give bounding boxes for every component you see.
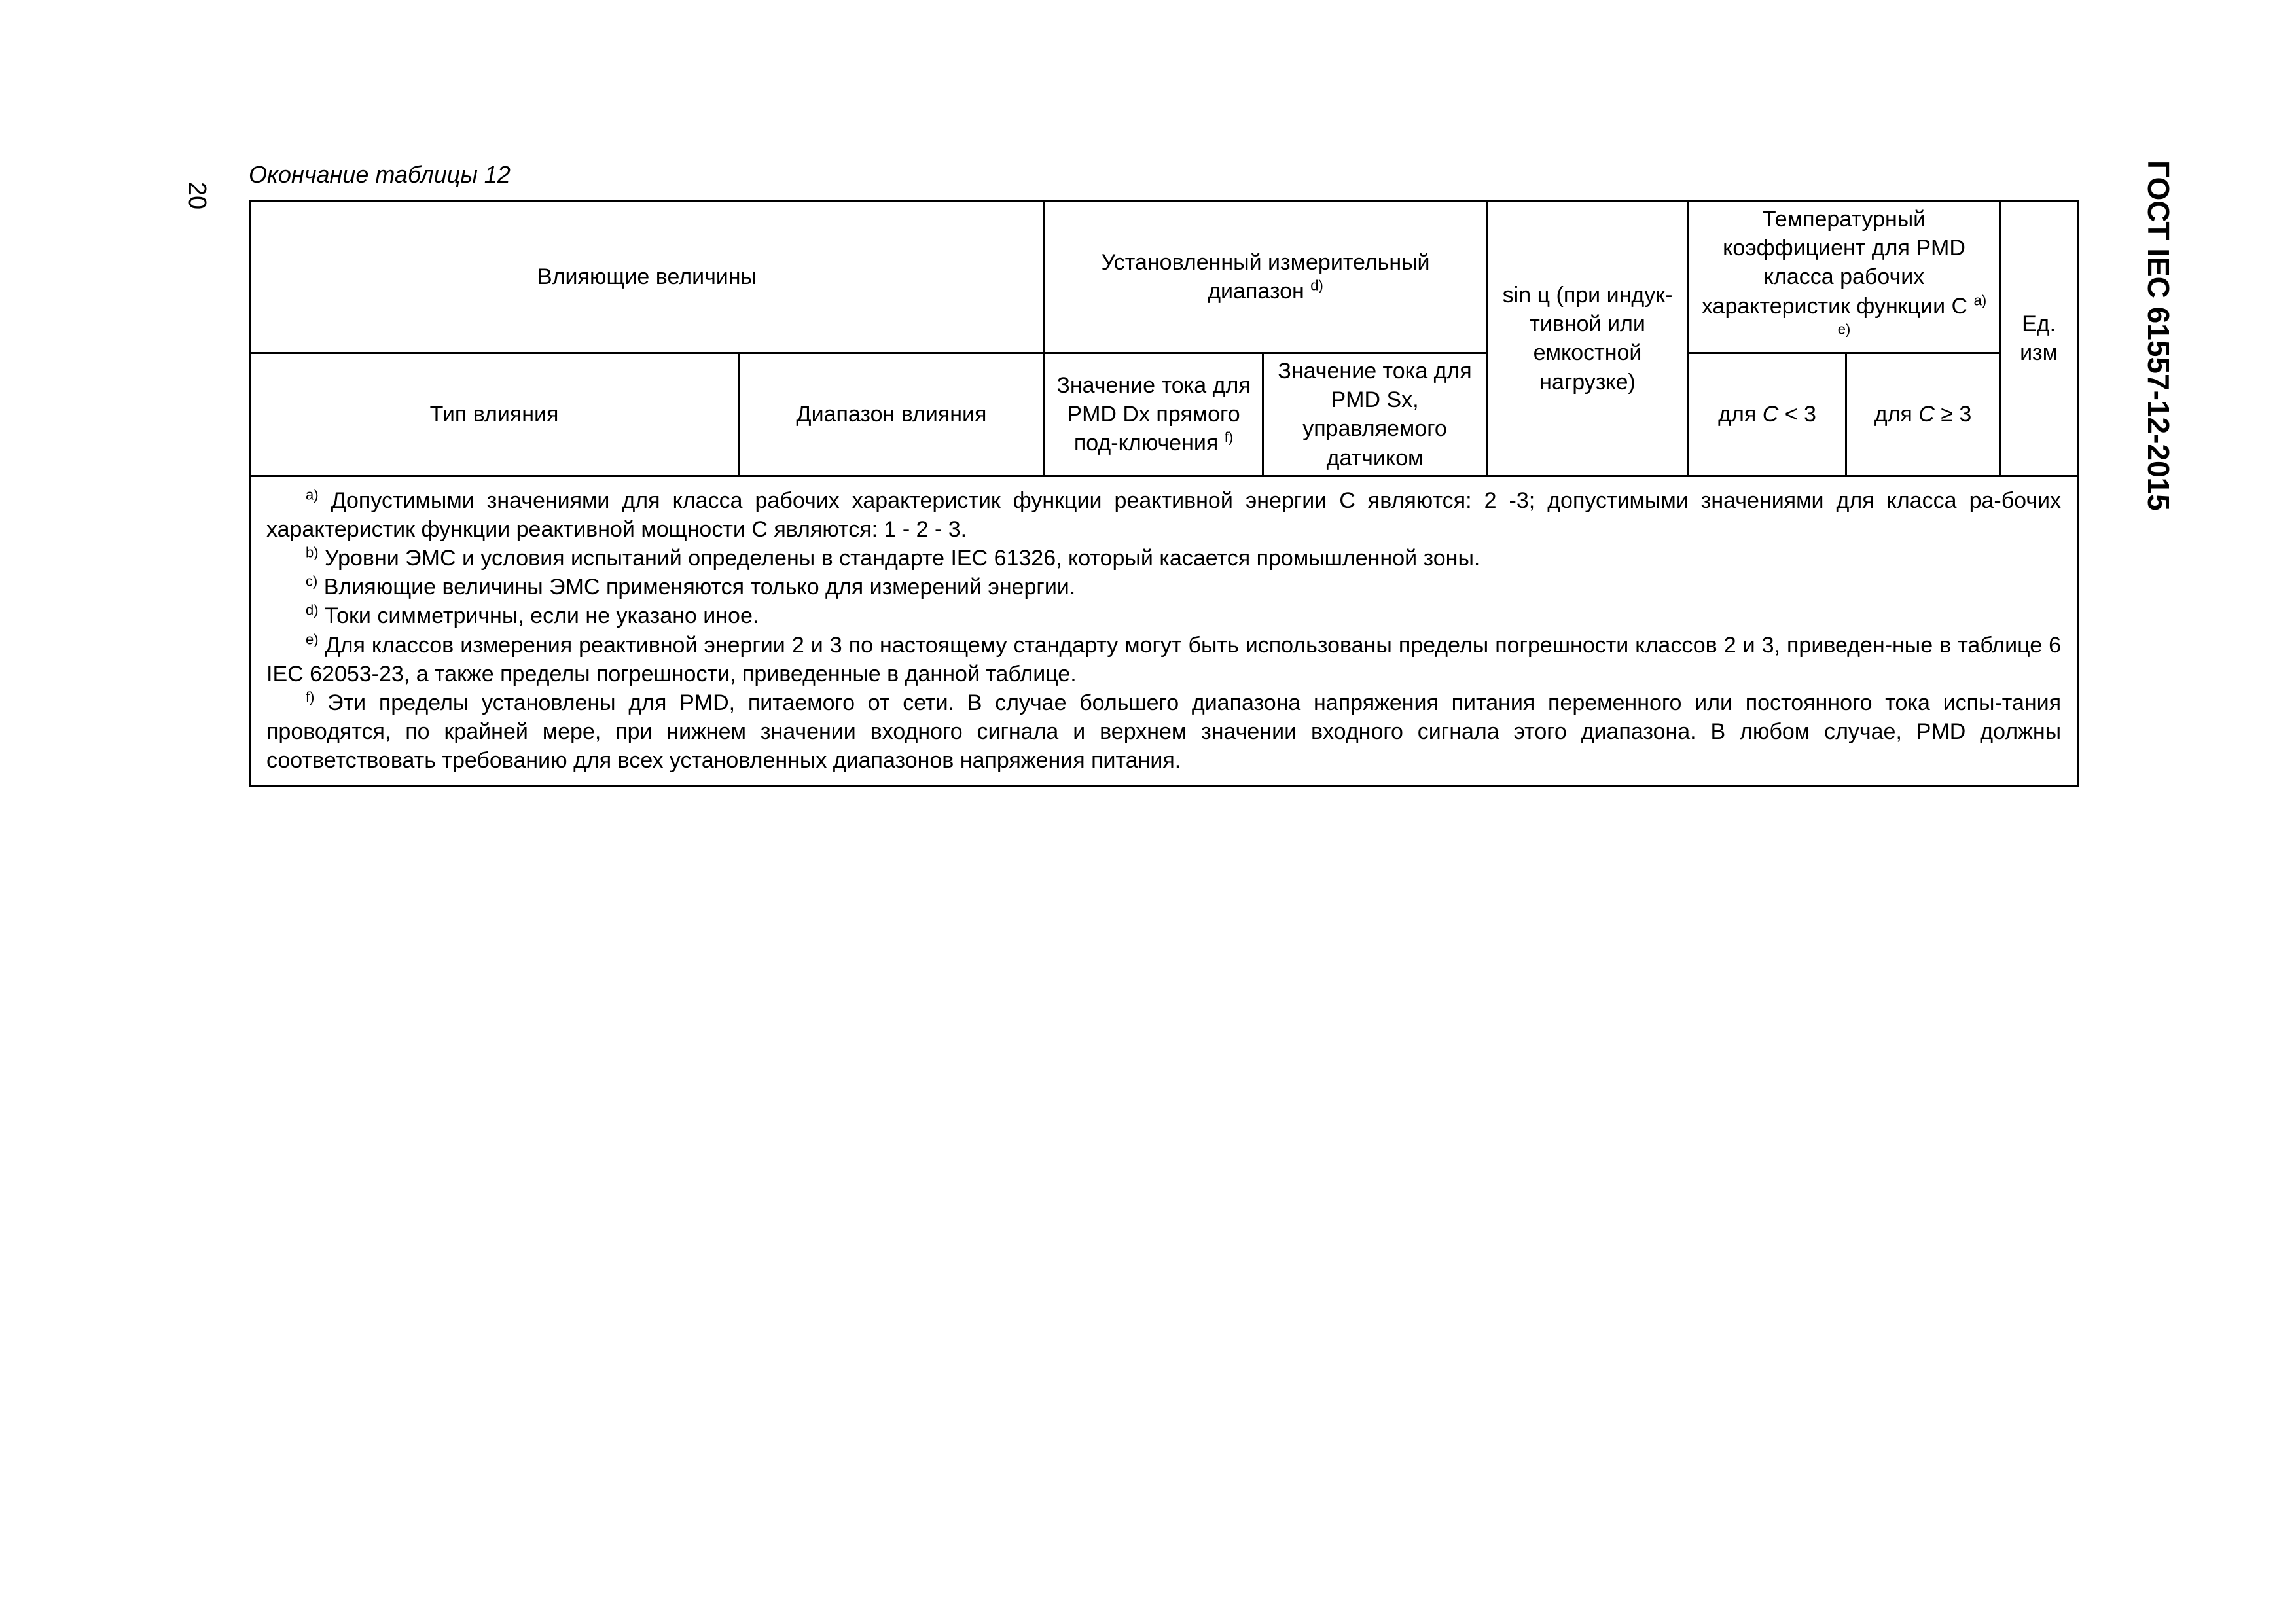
footnote-d [266,601,2061,630]
page-number: 20 [183,181,211,210]
footnote-a-mark: a) [306,486,319,503]
footnote-a [266,486,2061,544]
header-c-ge-3-var: C [1918,402,1935,427]
header-c-lt-3-prefix: для [1718,402,1757,427]
footnote-f [266,688,2061,776]
footnote-b-text: Уровни ЭМС и условия испытаний определены в стандарте IEC 61326, который касается промышленной зоны. [325,546,1480,571]
footnotes-cell [250,476,2078,785]
header-influence [250,202,1045,353]
header-sx [1263,353,1487,476]
header-unit-text: Ед. изм [2020,312,2058,366]
header-type [250,353,739,476]
footnote-f-text: Эти пределы установлены для PMD, питаемого от сети. В случае большего диапазона напряжения питания переменного или постоянного тока испы-тания проводятся, по крайней мере, при нижнем значении входного сигнала и верхнем значении входного сигнала этого диапазона. В любом случае, PMD должны соответствовать требованию для всех установленных диапазонов напряжения питания. [266,690,2062,774]
header-dx-text: Значение тока для PMD Dx прямого под-ключения [1056,373,1251,456]
header-dx-footnote-mark: f) [1224,429,1234,446]
header-unit [2000,202,2078,476]
footnote-c [266,573,2061,601]
table-12-end [249,200,2079,787]
header-c-lt-3 [1689,353,1846,476]
header-sin [1487,202,1689,476]
header-range-text: Установленный измерительный диапазон [1101,250,1430,304]
header-row-1 [250,202,2078,353]
table-caption: Окончание таблицы 12 [249,161,511,188]
header-c-lt-3-var: C [1762,402,1779,427]
header-c-ge-3-prefix: для [1874,402,1912,427]
header-temp [1689,202,2000,353]
footnote-e-mark: e) [306,631,319,648]
document-code: ГОСТ IEC 61557-12-2015 [2142,160,2176,511]
footnote-d-text: Токи симметричны, если не указано иное. [325,603,759,629]
header-sin-text: sin ц (при индук-тивной или емкостной нагрузке) [1502,282,1673,395]
header-range-influence [739,353,1045,476]
header-temp-text: Температурный коэффициент для PMD класса рабочих характеристик функции C [1701,207,1968,319]
footnote-a-text: Допустимыми значениями для класса рабочих характеристик функции реактивной энергии C являются: 2 -3; допустимыми значениями для класса ра-бочих характеристик функции реактивной мощности C являются: 1 - 2 - 3. [266,488,2062,542]
header-c-ge-3 [1846,353,2000,476]
header-c-ge-3-suffix: ≥ 3 [1941,402,1972,427]
footnote-e-text: Для классов измерения реактивной энергии 2 и 3 по настоящему стандарту могут быть использованы пределы погрешности классов 2 и 3, приведен-ные в таблице 6 IEC 62053-23, а также пределы погрешности, приведенные в данной таблице. [266,632,2062,687]
footnote-d-mark: d) [306,602,319,619]
footnote-c-text: Влияющие величины ЭМС применяются только для измерений энергии. [323,575,1076,600]
header-dx [1045,353,1263,476]
header-temp-footnote-mark: a) e) [1837,292,1987,338]
notes-row [250,476,2078,785]
footnote-e [266,631,2061,688]
header-influence-text: Влияющие величины [537,264,757,290]
header-range-influence-text: Диапазон влияния [796,402,987,427]
footnote-f-mark: f) [306,688,315,705]
footnote-b-mark: b) [306,544,319,561]
header-type-text: Тип влияния [429,402,559,427]
header-sx-text: Значение тока для PMD Sx, управляемого датчиком [1278,358,1472,471]
header-row-2 [250,353,2078,476]
header-c-lt-3-suffix: < 3 [1784,402,1816,427]
header-range [1045,202,1487,353]
footnote-b [266,544,2061,573]
header-range-footnote-mark: d) [1310,277,1323,294]
footnote-c-mark: c) [306,573,318,590]
